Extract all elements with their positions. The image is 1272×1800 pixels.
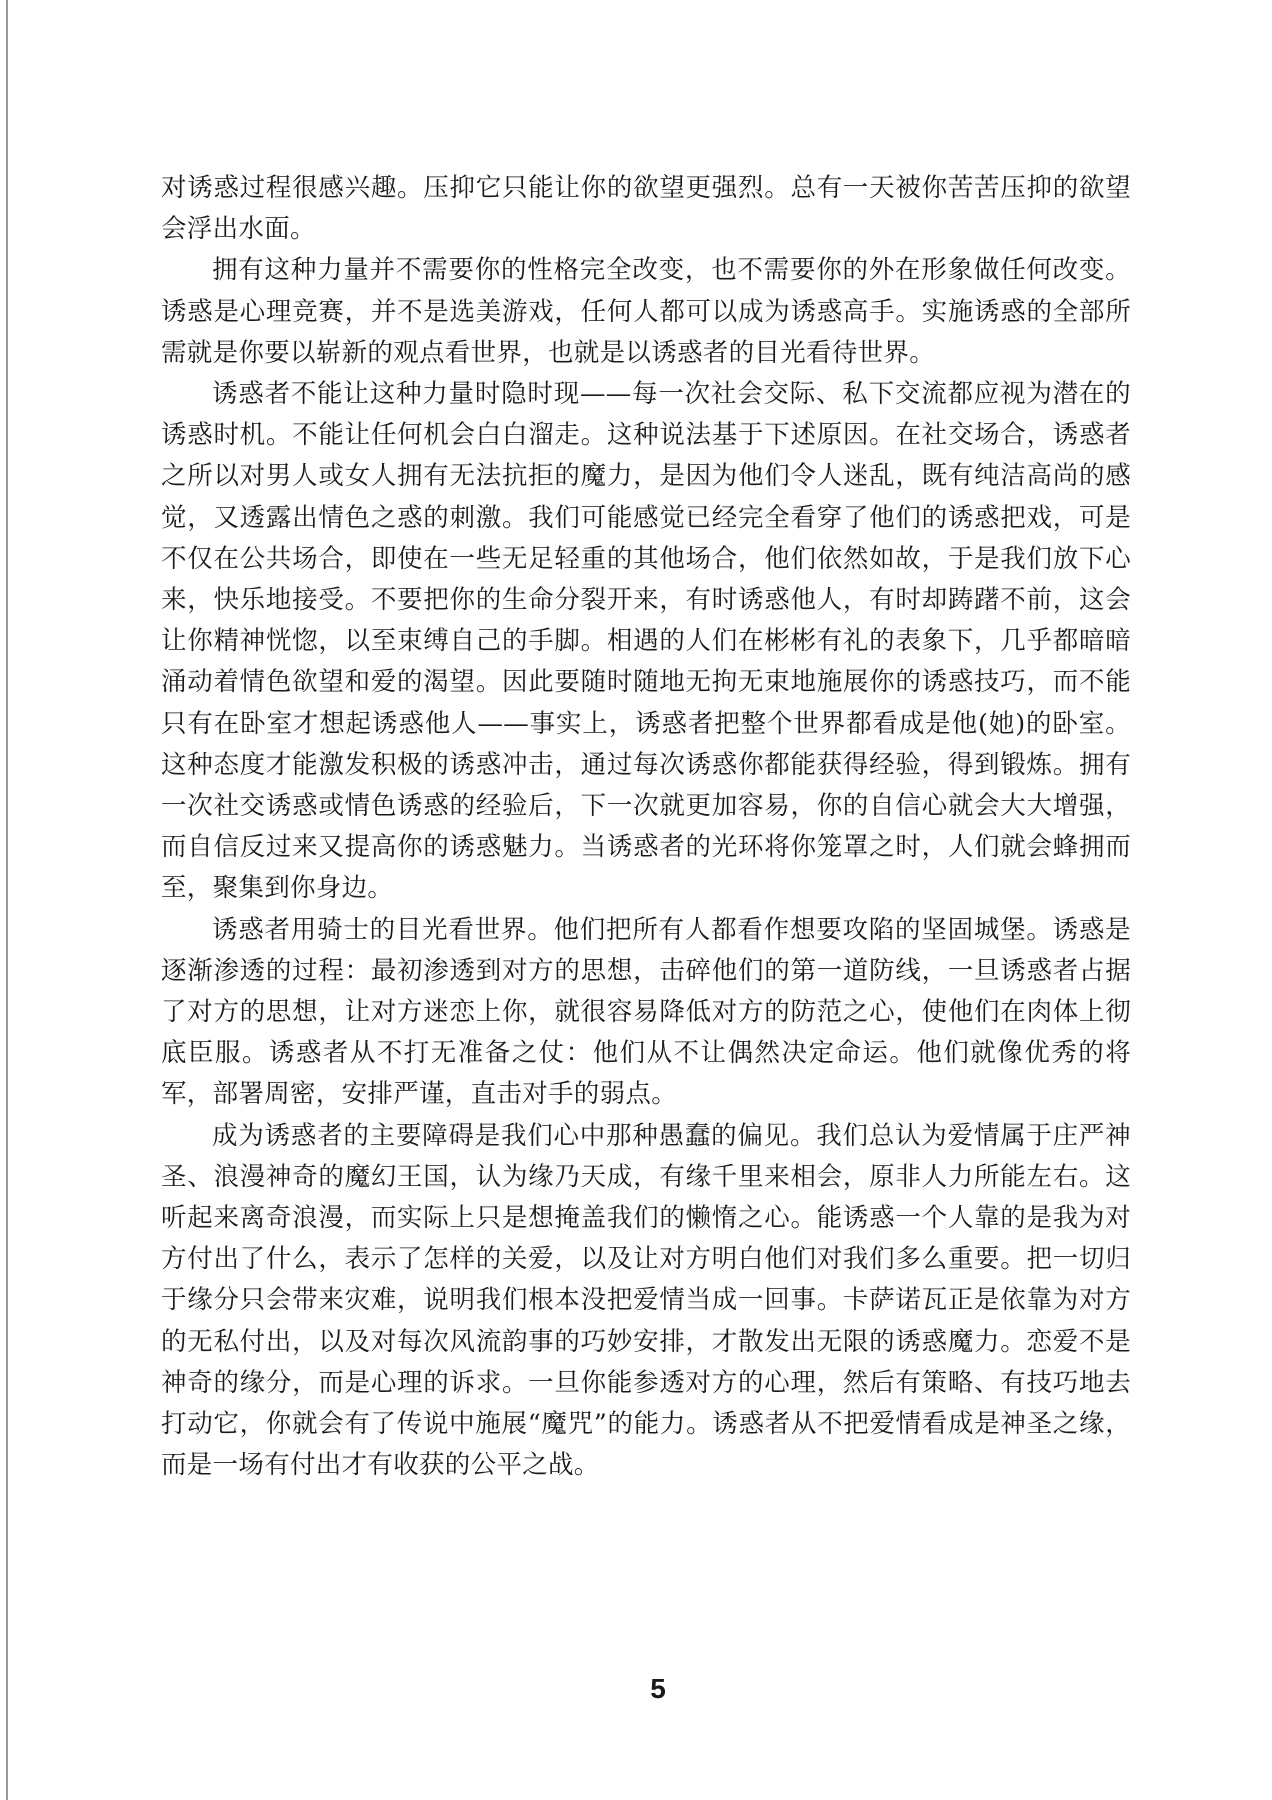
paragraph-1: 对诱惑过程很感兴趣。压抑它只能让你的欲望更强烈。总有一天被你苦苦压抑的欲望会浮出水面。 — [161, 173, 1131, 245]
paragraph-4: 诱惑者用骑士的目光看世界。他们把所有人都看作想要攻陷的坚固城堡。诱惑是逐渐渗透的过程：最初渗透到对方的思想，击碎他们的第一道防线，一旦诱惑者占据了对方的思想，让对方迷恋上你，就很容易降低对方的防范之心，使他们在肉体上彻底臣服。诱惑者从不打无准备之仗：他们从不让偶然决定命运。他们就像优秀的将军，部署周密，安排严谨，直击对手的弱点。 — [161, 914, 1131, 1110]
paragraph-3: 诱惑者不能让这种力量时隐时现——每一次社会交际、私下交流都应视为潜在的诱惑时机。不能让任何机会白白溜走。这种说法基于下述原因。在社交场合，诱惑者之所以对男人或女人拥有无法抗拒的魔力，是因为他们令人迷乱，既有纯洁高尚的感觉，又透露出情色之惑的刺激。我们可能感觉已经完全看穿了他们的诱惑把戏，可是不仅在公共场合，即使在一些无足轻重的其他场合，他们依然如故，于是我们放下心来，快乐地接受。不要把你的生命分裂开来，有时诱惑他人，有时却踌躇不前，这会让你精神恍惚，以至束缚自己的手脚。相遇的人们在彬彬有礼的表象下，几乎都暗暗涌动着情色欲望和爱的渴望。因此要随时随地无拘无束地施展你的诱惑技巧，而不能只有在卧室才想起诱惑他人——事实上，诱惑者把整个世界都看成是他(她)的卧室。这种态度才能激发积极的诱惑冲击，通过每次诱惑你都能获得经验，得到锻炼。拥有一次社交诱惑或情色诱惑的经验后，下一次就更加容易，你的自信心就会大大增强，而自信反过来又提高你的诱惑魅力。当诱惑者的光环将你笼罩之时，人们就会蜂拥而至，聚集到你身边。 — [161, 379, 1131, 904]
page-number: 5 — [650, 1673, 666, 1704]
paragraph-2: 拥有这种力量并不需要你的性格完全改变，也不需要你的外在形象做任何改变。诱惑是心理竞赛，并不是选美游戏，任何人都可以成为诱惑高手。实施诱惑的全部所需就是你要以崭新的观点看世界，也就是以诱惑者的目光看待世界。 — [161, 255, 1131, 368]
page-edge-rule — [6, 0, 8, 1800]
page-body — [161, 168, 1131, 1487]
paragraph-5: 成为诱惑者的主要障碍是我们心中那种愚蠢的偏见。我们总认为爱情属于庄严神圣、浪漫神奇的魔幻王国，认为缘乃天成，有缘千里来相会，原非人力所能左右。这听起来离奇浪漫，而实际上只是想掩盖我们的懒惰之心。能诱惑一个人靠的是我为对方付出了什么，表示了怎样的关爱，以及让对方明白他们对我们多么重要。把一切归于缘分只会带来灾难，说明我们根本没把爱情当成一回事。卡萨诺瓦正是依靠为对方的无私付出，以及对每次风流韵事的巧妙安排，才散发出无限的诱惑魔力。恋爱不是神奇的缘分，而是心理的诉求。一旦你能参透对方的心理，然后有策略、有技巧地去打动它，你就会有了传说中施展“魔咒”的能力。诱惑者从不把爱情看成是神圣之缘，而是一场有付出才有收获的公平之战。 — [161, 1120, 1131, 1481]
